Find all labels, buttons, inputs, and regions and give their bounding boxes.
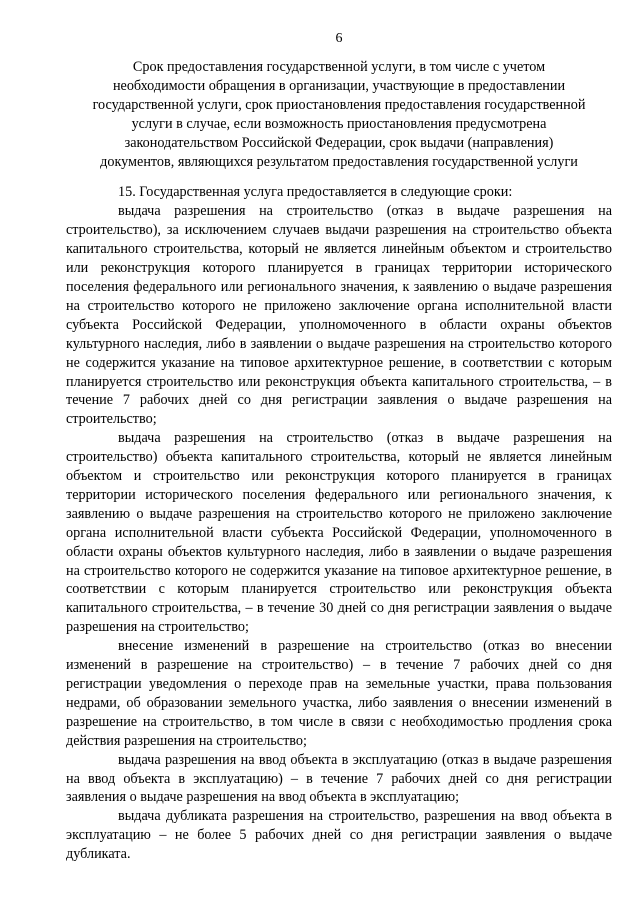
heading-line: документов, являющихся результатом предоставления государственной услуги bbox=[100, 153, 578, 170]
heading-line: необходимости обращения в организации, участвующие в предоставлении bbox=[112, 77, 566, 94]
paragraph-permit-30-days: выдача разрешения на строительство (отказ в выдаче разрешения на строительство) объекта капитального строительства, который не является линейным объектом и строительство или реконструкция которого планируется в границах территории исторического поселения федерального или регионального значения, к заявлению о выдаче разрешения на строительство которого не приложено заключение органа исполнительной власти субъекта Российской Федерации, уполномоченного в области охраны объектов культурного наследия, либо в заявлении о выдаче разрешения на строительство которого не содержится указание на типовое архитектурное решение, в соответствии с которым планируется строительство или реконструкция объекта капитального строительства, – в течение 30 дней со дня регистрации заявления о выдаче разрешения на строительство; bbox=[66, 430, 612, 636]
section-heading bbox=[66, 58, 612, 171]
paragraph-clause-15: 15. Государственная услуга предоставляется в следующие сроки: bbox=[118, 184, 513, 201]
paragraph-duplicate: выдача дубликата разрешения на строительство, разрешения на ввод объекта в эксплуатацию – не более 5 рабочих дней со дня регистрации заявления о выдаче дубликата. bbox=[66, 808, 612, 863]
heading-line: Срок предоставления государственной услуги, в том числе с учетом bbox=[132, 59, 546, 75]
page-number: 6 bbox=[335, 31, 343, 46]
paragraph-commissioning-permit: выдача разрешения на ввод объекта в эксплуатацию (отказ в выдаче разрешения на ввод объекта в эксплуатацию) – в течение 7 рабочих дней со дня регистрации заявления о выдаче разрешения на ввод объекта в эксплуатацию; bbox=[66, 751, 612, 806]
document-body bbox=[66, 183, 612, 864]
heading-line: государственной услуги, срок приостановления предоставления государственной bbox=[92, 96, 586, 113]
paragraph-permit-7-days: выдача разрешения на строительство (отказ в выдаче разрешения на строительство), за исключением случаев выдачи разрешения на строительство объекта капитального строительства, который не является линейным объектом и строительство или реконструкция которого планируется в границах территории исторического поселения федерального или регионального значения, к заявлению о выдаче разрешения на строительство которого не приложено заключение органа исполнительной власти субъекта Российской Федерации, уполномоченного в области охраны объектов культурного наследия, либо в заявлении о выдаче разрешения на строительство которого не содержится указание на типовое архитектурное решение, в соответствии с которым планируется строительство или реконструкция объекта капитального строительства, – в течение 7 рабочих дней со дня регистрации заявления о выдаче разрешения на строительство; bbox=[66, 203, 612, 428]
heading-line: услуги в случае, если возможность приостановления предусмотрена bbox=[131, 115, 547, 132]
paragraph-permit-amendment: внесение изменений в разрешение на строительство (отказ во внесении изменений в разрешение на строительство) – в течение 7 рабочих дней со дня регистрации уведомления о переходе прав на земельные участки, права пользования недрами, об образовании земельного участка, либо заявления о внесении изменений в разрешение на строительство, в том числе в связи с необходимостью продления срока действия разрешения на строительство; bbox=[66, 638, 612, 749]
heading-line: законодательством Российской Федерации, срок выдачи (направления) bbox=[124, 134, 554, 151]
